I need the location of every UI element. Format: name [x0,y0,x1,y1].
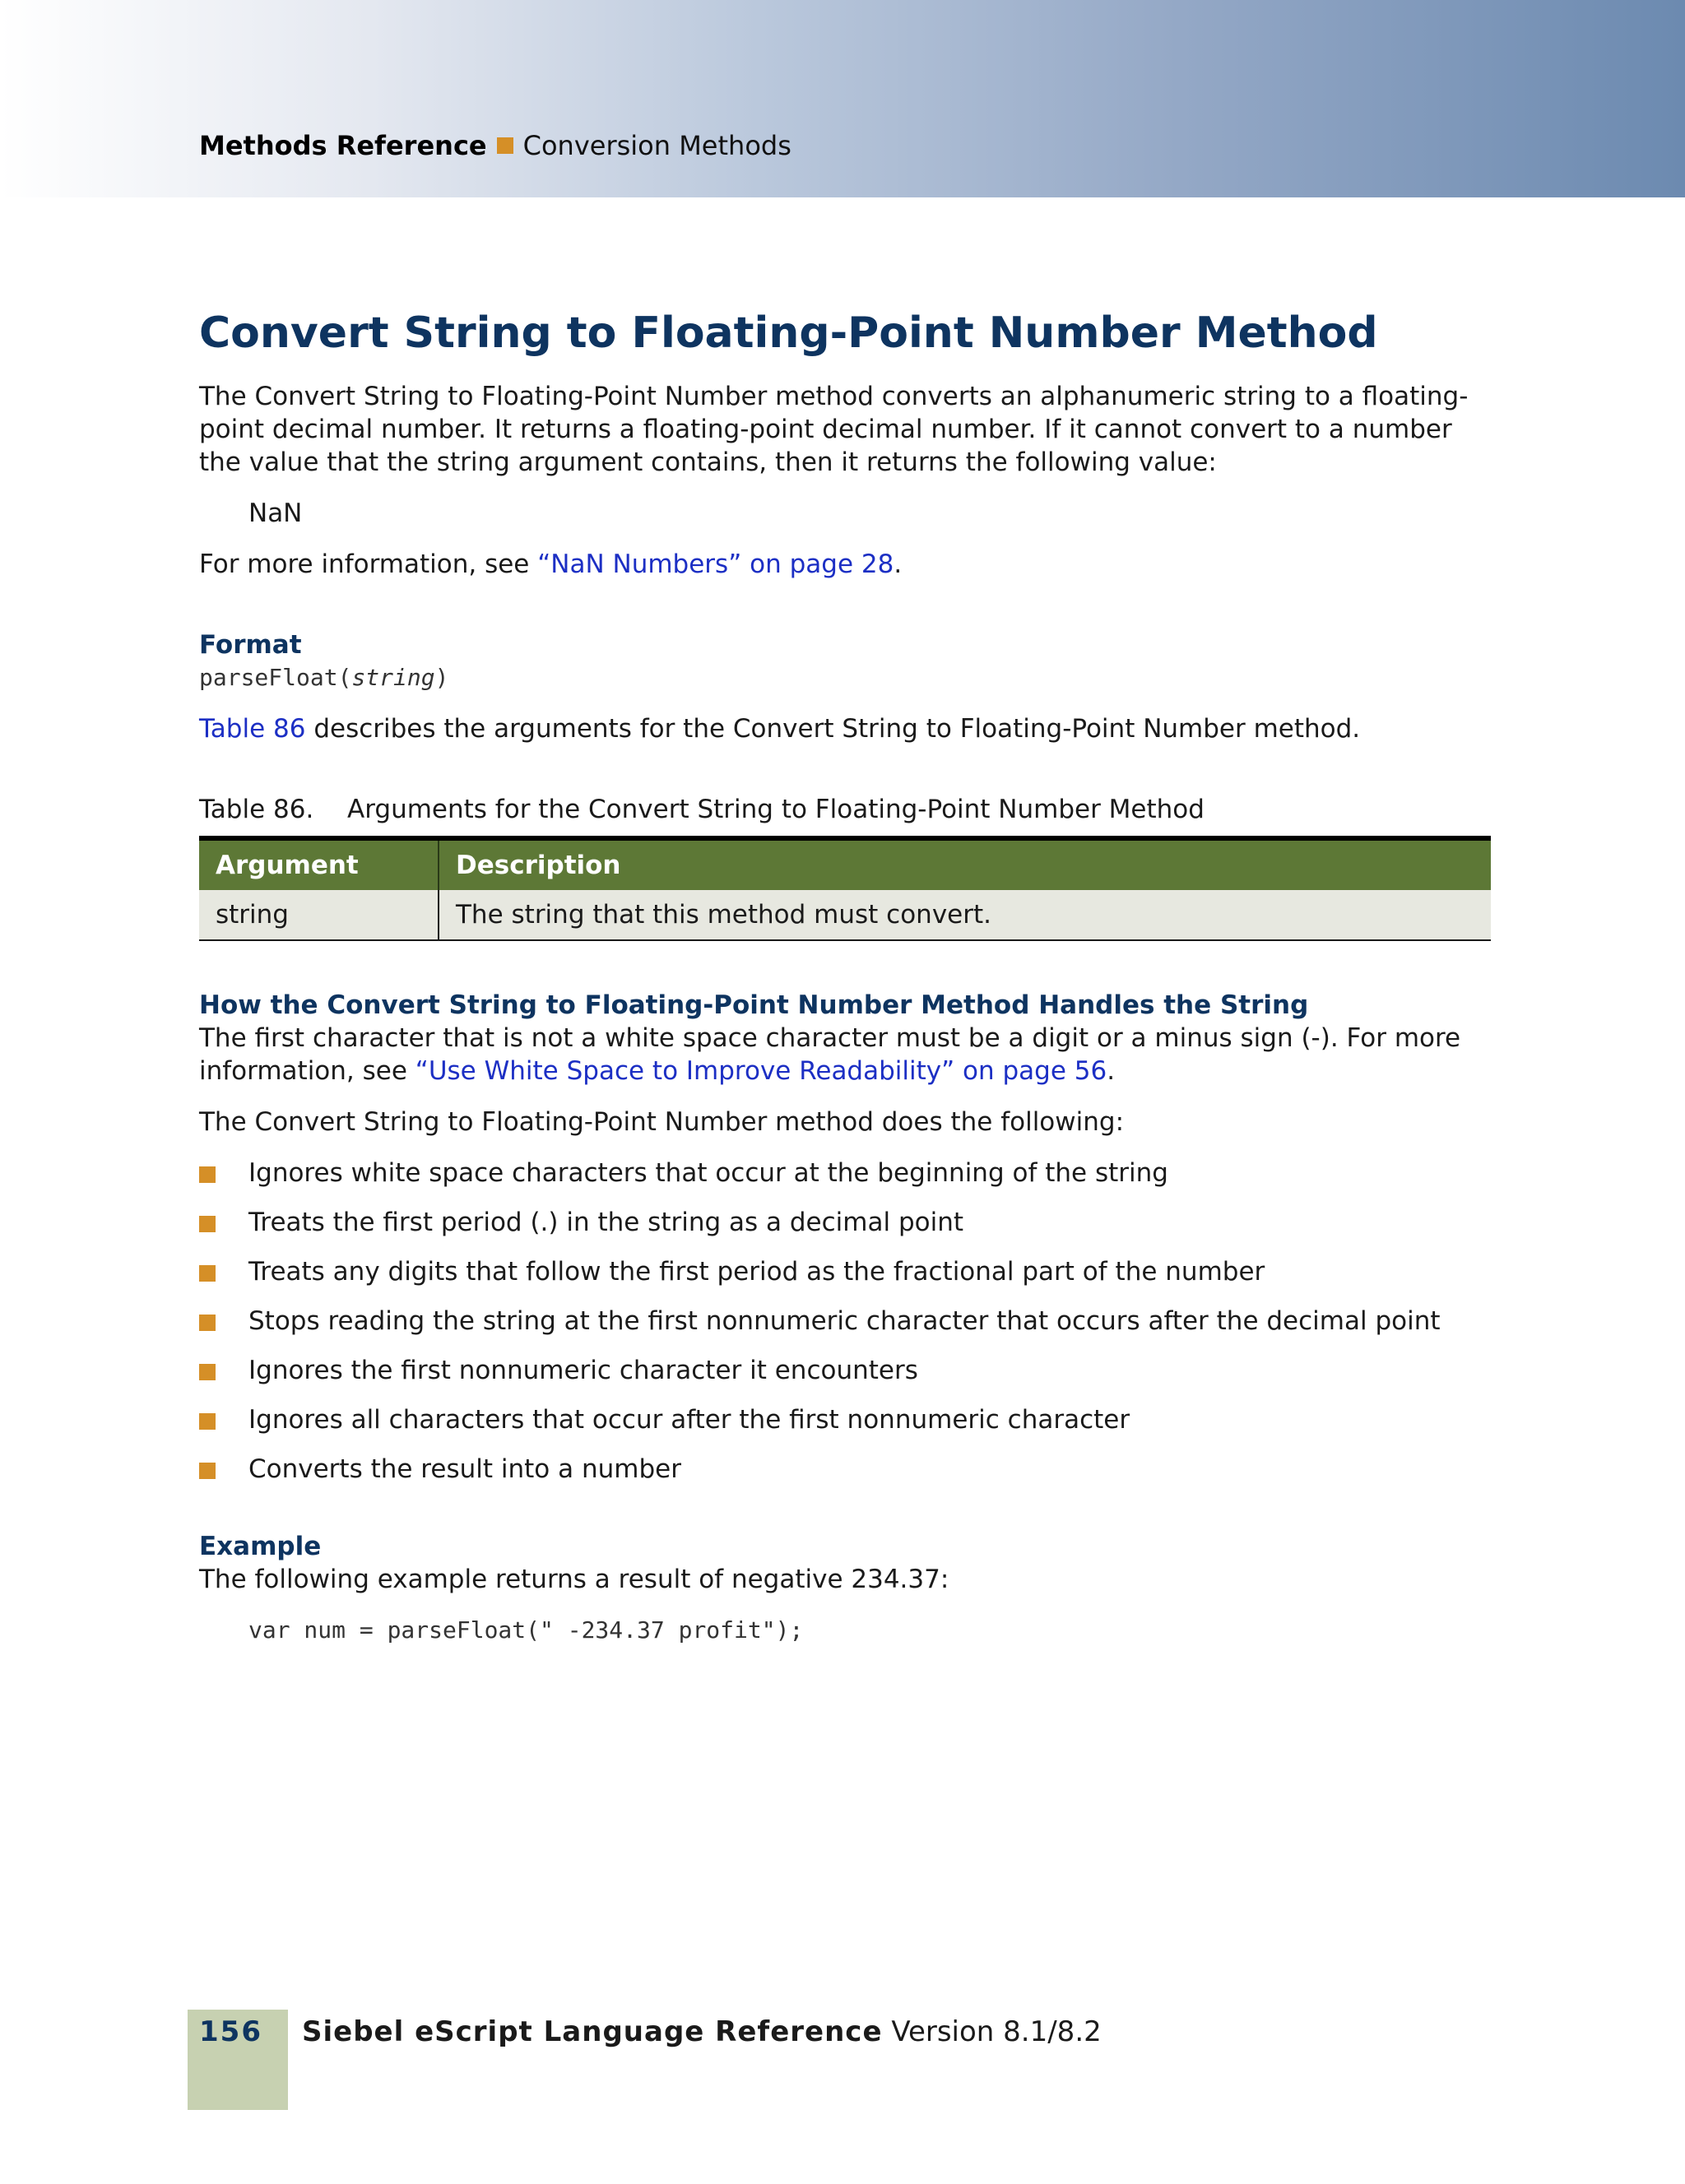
footer-book-title [302,2015,1102,2048]
handles-paragraph-prefix: The first character that is not a white space character must be a digit or a minus sign (-). For more information, see [199,1023,1461,1086]
format-code [199,661,1491,694]
list-item [199,1453,1491,1486]
table-reference-paragraph [199,712,1491,745]
list-item [199,1206,1491,1239]
list-item-text: Converts the result into a number [248,1454,681,1484]
header-separator-square-icon [497,137,513,154]
bullet-square-icon [199,1216,216,1232]
table-86-link[interactable]: Table 86 [199,714,306,744]
list-item-text: Ignores the first nonnumeric character it encounters [248,1356,918,1385]
format-code-close: ) [434,664,449,691]
page-number: 156 [199,2015,262,2048]
list-item-text: Treats any digits that follow the first period as the fractional part of the number [248,1257,1265,1287]
example-heading: Example [199,1532,322,1561]
list-item [199,1305,1491,1338]
behavior-list [199,1157,1491,1486]
table-header-description: Description [439,838,1491,890]
white-space-link[interactable]: “Use White Space to Improve Readability” on page 56 [415,1056,1107,1086]
bullet-square-icon [199,1413,216,1430]
bullet-square-icon [199,1364,216,1380]
nan-value: NaN [248,498,303,528]
bullet-square-icon [199,1315,216,1331]
header-section: Methods Reference [199,130,487,161]
format-heading: Format [199,630,302,660]
handles-paragraph-suffix: . [1107,1056,1116,1086]
header-band [0,0,1685,197]
table-caption-number: Table 86. [199,795,314,824]
list-item-text: Ignores all characters that occur after the first nonnumeric character [248,1405,1130,1435]
list-item-text: Stops reading the string at the first nonnumeric character that occurs after the decimal point [248,1306,1441,1336]
list-item [199,1157,1491,1189]
list-item [199,1354,1491,1387]
table-header-argument: Argument [199,838,439,890]
list-item-text: Treats the first period (.) in the string as a decimal point [248,1208,963,1237]
list-item-text: Ignores white space characters that occur at the beginning of the string [248,1158,1168,1188]
table-cell-argument: string [199,890,439,940]
more-info-prefix: For more information, see [199,549,538,579]
page-title: Convert String to Floating-Point Number Method [199,308,1378,358]
nan-numbers-link[interactable]: “NaN Numbers” on page 28 [537,549,894,579]
example-code: var num = parseFloat(" -234.37 profit"); [248,1616,804,1644]
bullet-square-icon [199,1166,216,1183]
table-reference-text: describes the arguments for the Convert String to Floating-Point Number method. [305,714,1361,744]
handles-lead: The Convert String to Floating-Point Number method does the following: [199,1107,1125,1137]
footer-version: Version 8.1/8.2 [882,2015,1102,2048]
more-info-suffix: . [894,549,903,579]
table-cell-description: The string that this method must convert. [439,890,1491,940]
table-caption [199,793,1491,826]
table-caption-text: Arguments for the Convert String to Floating-Point Number Method [347,795,1205,824]
more-info-paragraph [199,548,1491,581]
example-paragraph: The following example returns a result of negative 234.37: [199,1565,949,1594]
table-row [199,890,1491,940]
bullet-square-icon [199,1265,216,1282]
bullet-square-icon [199,1463,216,1479]
list-item [199,1403,1491,1436]
list-item [199,1255,1491,1288]
arguments-table [199,836,1491,941]
running-header [199,129,791,162]
handles-paragraph [199,1022,1491,1087]
footer-book-name: Siebel eScript Language Reference [302,2015,883,2048]
format-code-arg: string [351,664,435,691]
table-header-row [199,838,1491,890]
page-content [199,304,1491,1647]
intro-paragraph: The Convert String to Floating-Point Number method converts an alphanumeric string to a floating-point decimal number. It returns a floating-point decimal number. If it cannot convert to a number the value that the string argument contains, then it returns the following value: [199,382,1469,477]
format-code-fn: parseFloat( [199,664,352,691]
handles-heading: How the Convert String to Floating-Point Number Method Handles the String [199,990,1309,1020]
header-subsection: Conversion Methods [522,130,791,161]
